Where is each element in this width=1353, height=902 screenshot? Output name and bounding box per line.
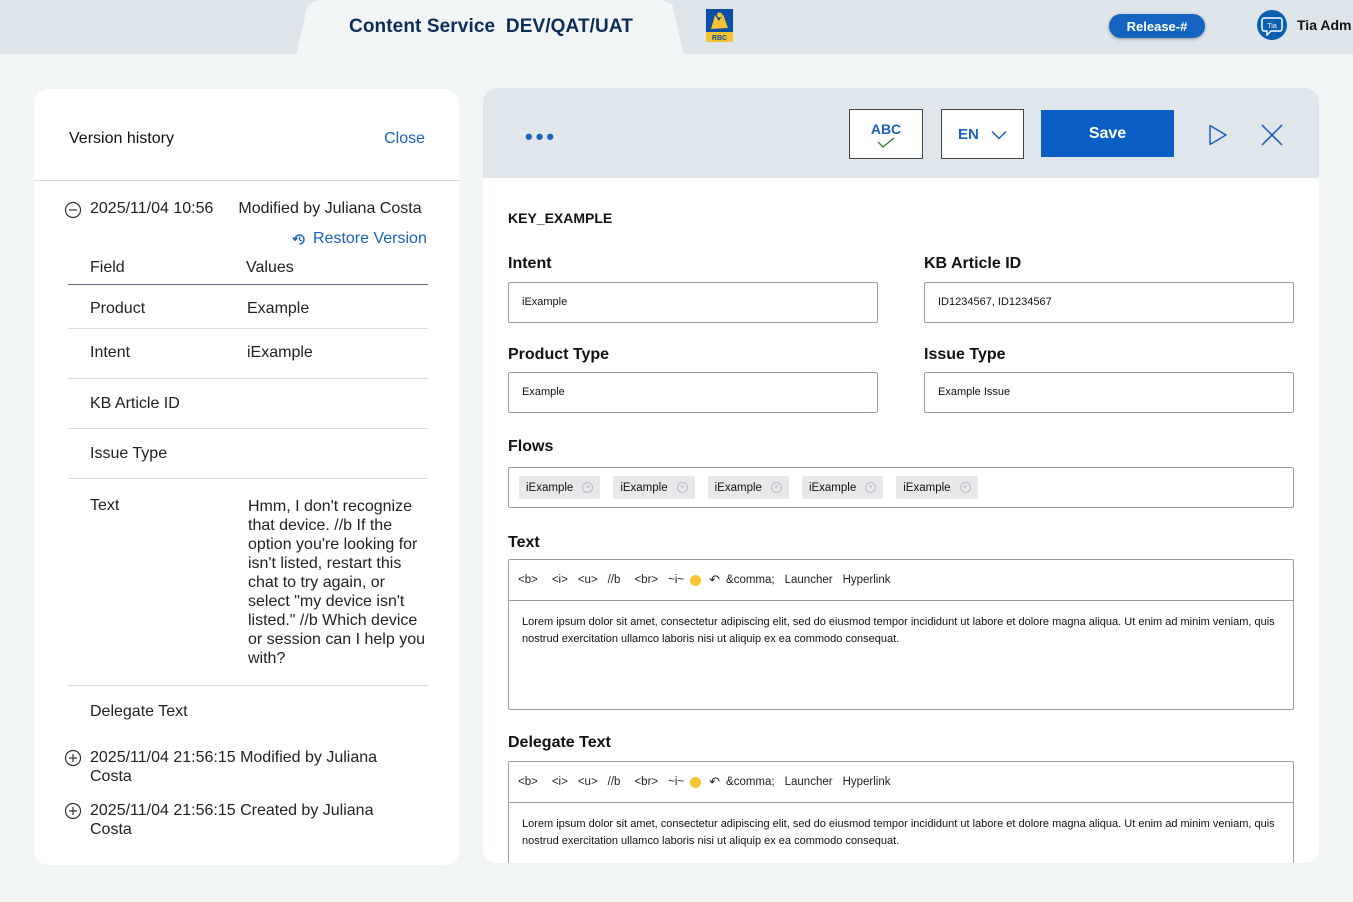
column-header-field: Field (90, 259, 125, 276)
product-type-label: Product Type (508, 346, 610, 363)
emoji-icon[interactable] (690, 777, 701, 788)
language-label: EN (958, 126, 979, 143)
hyperlink-button[interactable]: Hyperlink (842, 776, 891, 788)
version-history-panel (34, 89, 459, 865)
table-row (68, 686, 428, 730)
version-item-collapsed[interactable] (64, 748, 394, 786)
version-table-header (68, 259, 428, 285)
intent-field[interactable]: iExample (508, 282, 878, 323)
expand-plus-icon[interactable] (64, 749, 82, 767)
restore-version-label: Restore Version (313, 230, 427, 247)
play-icon[interactable] (1208, 124, 1228, 146)
avatar-text: Tia (1267, 23, 1277, 30)
delegate-text-label: Delegate Text (508, 734, 611, 751)
table-row (68, 379, 428, 429)
release-badge[interactable]: Release-# (1109, 14, 1205, 38)
logo-text: RBC (711, 35, 728, 42)
br-tag-button[interactable]: <br> (634, 574, 659, 586)
kb-article-label: KB Article ID (924, 255, 1022, 272)
launcher-button[interactable]: Launcher (784, 776, 833, 788)
rbc-logo-icon (706, 9, 733, 42)
rich-text-toolbar (509, 762, 1293, 803)
flow-chip[interactable] (802, 476, 883, 499)
br-tag-button[interactable]: <br> (634, 776, 659, 788)
spellcheck-label: ABC (870, 121, 902, 137)
chip-remove-icon[interactable]: × (960, 482, 971, 493)
field-name: Product (90, 300, 146, 317)
flow-chip-label: iExample (714, 481, 762, 494)
product-type-field[interactable]: Example (508, 372, 878, 413)
chip-remove-icon[interactable]: × (771, 482, 782, 493)
version-item-expanded[interactable] (64, 200, 422, 219)
chip-remove-icon[interactable]: × (582, 482, 593, 493)
field-value: iExample (247, 344, 313, 361)
key-title: KEY_EXAMPLE (508, 210, 613, 226)
bold-tag-button[interactable]: <b> (518, 574, 538, 586)
underline-tag-button[interactable]: <u> (577, 574, 598, 586)
chip-remove-icon[interactable]: × (677, 482, 688, 493)
flow-chip-label: iExample (808, 481, 857, 494)
divider (34, 180, 459, 181)
version-history-title: Version history (69, 130, 174, 147)
flow-chip-label: iExample (526, 481, 574, 494)
field-value: Hmm, I don't recognize that device. //b If the option you're looking for isn't listed, restart this chat to try again, or select "my device isn't listed." //b Which device or session can I help you with? (248, 498, 425, 667)
chevron-down-icon (991, 130, 1007, 140)
editor-toolbar (483, 88, 1319, 178)
issue-type-field[interactable]: Example Issue (924, 372, 1294, 413)
italic-tag-button[interactable]: <i> (551, 574, 568, 586)
flows-field[interactable] (508, 467, 1294, 508)
undo-icon[interactable]: ↶ (709, 774, 721, 789)
collapse-minus-icon[interactable] (64, 201, 82, 219)
undo-icon[interactable]: ↶ (709, 572, 721, 587)
editor-panel (483, 88, 1319, 863)
bold-tag-button[interactable]: <b> (518, 776, 538, 788)
tilde-i-button[interactable]: ~i~ (668, 574, 685, 586)
kb-article-field[interactable]: ID1234567, ID1234567 (924, 282, 1294, 323)
field-name: Text (90, 497, 120, 514)
field-name: KB Article ID (90, 395, 180, 412)
delegate-text-editor-body[interactable]: Lorem ipsum dolor sit amet, consectetur adipiscing elit, sed do eiusmod tempor incididunt ut labore et dolore magna aliqua. Ut enim ad minim veniam, quis nostrud exercitation ullamco laboris nisi ut aliquip ex ea commodo consequat. (522, 818, 1275, 847)
table-row (68, 285, 428, 329)
flow-chip[interactable] (613, 476, 694, 499)
flow-chip[interactable] (708, 476, 789, 499)
version-author: Modified by Juliana Costa (238, 200, 422, 217)
field-name: Issue Type (90, 445, 168, 462)
field-name: Intent (90, 344, 131, 361)
delegate-text-editor[interactable] (508, 761, 1294, 863)
table-row (68, 479, 428, 686)
spellcheck-checkmark-icon (875, 137, 897, 149)
hyperlink-button[interactable]: Hyperlink (842, 574, 891, 586)
spellcheck-button[interactable] (849, 109, 923, 159)
field-value: Example (247, 300, 310, 317)
field-name: Delegate Text (90, 703, 188, 720)
table-row (68, 329, 428, 379)
flow-chip[interactable] (896, 476, 977, 499)
flows-label: Flows (508, 438, 554, 455)
flow-chip-label: iExample (620, 481, 668, 494)
break-marker-button[interactable]: //b (607, 776, 621, 788)
comma-entity-button[interactable]: &comma; (726, 574, 775, 586)
version-summary: 2025/11/04 21:56:15 Created by Juliana Costa (90, 802, 374, 838)
restore-history-icon (292, 232, 307, 247)
emoji-icon[interactable] (690, 575, 701, 586)
column-header-values: Values (246, 259, 294, 276)
version-timestamp: 2025/11/04 10:56 (90, 200, 214, 217)
flow-chip[interactable] (519, 476, 600, 499)
language-dropdown[interactable] (941, 109, 1024, 159)
flow-chip-label: iExample (903, 481, 951, 494)
table-row (68, 429, 428, 479)
expand-plus-icon[interactable] (64, 802, 82, 820)
text-editor[interactable] (508, 559, 1294, 710)
user-name[interactable]: Tia Adm (1297, 17, 1352, 33)
rich-text-toolbar (509, 560, 1293, 601)
intent-label: Intent (508, 255, 552, 272)
close-icon[interactable] (1260, 124, 1284, 146)
close-button[interactable]: Close (384, 130, 425, 147)
issue-type-label: Issue Type (924, 346, 1006, 363)
save-button[interactable]: Save (1041, 110, 1174, 157)
break-marker-button[interactable]: //b (607, 574, 621, 586)
assistant-avatar-icon[interactable] (1257, 10, 1287, 40)
chip-remove-icon[interactable]: × (865, 482, 876, 493)
app-title: Content Service DEV/QAT/UAT (349, 16, 633, 37)
launcher-button[interactable]: Launcher (784, 574, 833, 586)
text-label: Text (508, 534, 540, 551)
underline-tag-button[interactable]: <u> (577, 776, 598, 788)
tilde-i-button[interactable]: ~i~ (668, 776, 685, 788)
comma-entity-button[interactable]: &comma; (726, 776, 775, 788)
text-editor-body[interactable]: Lorem ipsum dolor sit amet, consectetur adipiscing elit, sed do eiusmod tempor incididunt ut labore et dolore magna aliqua. Ut enim ad minim veniam, quis nostrud exercitation ullamco laboris nisi ut aliquip ex ea commodo consequat. (522, 616, 1275, 645)
more-options-button[interactable]: ••• (525, 124, 558, 149)
version-item-collapsed[interactable] (64, 801, 394, 839)
restore-version-button[interactable] (292, 230, 427, 248)
italic-tag-button[interactable]: <i> (551, 776, 568, 788)
version-summary: 2025/11/04 21:56:15 Modified by Juliana Costa (90, 749, 378, 785)
